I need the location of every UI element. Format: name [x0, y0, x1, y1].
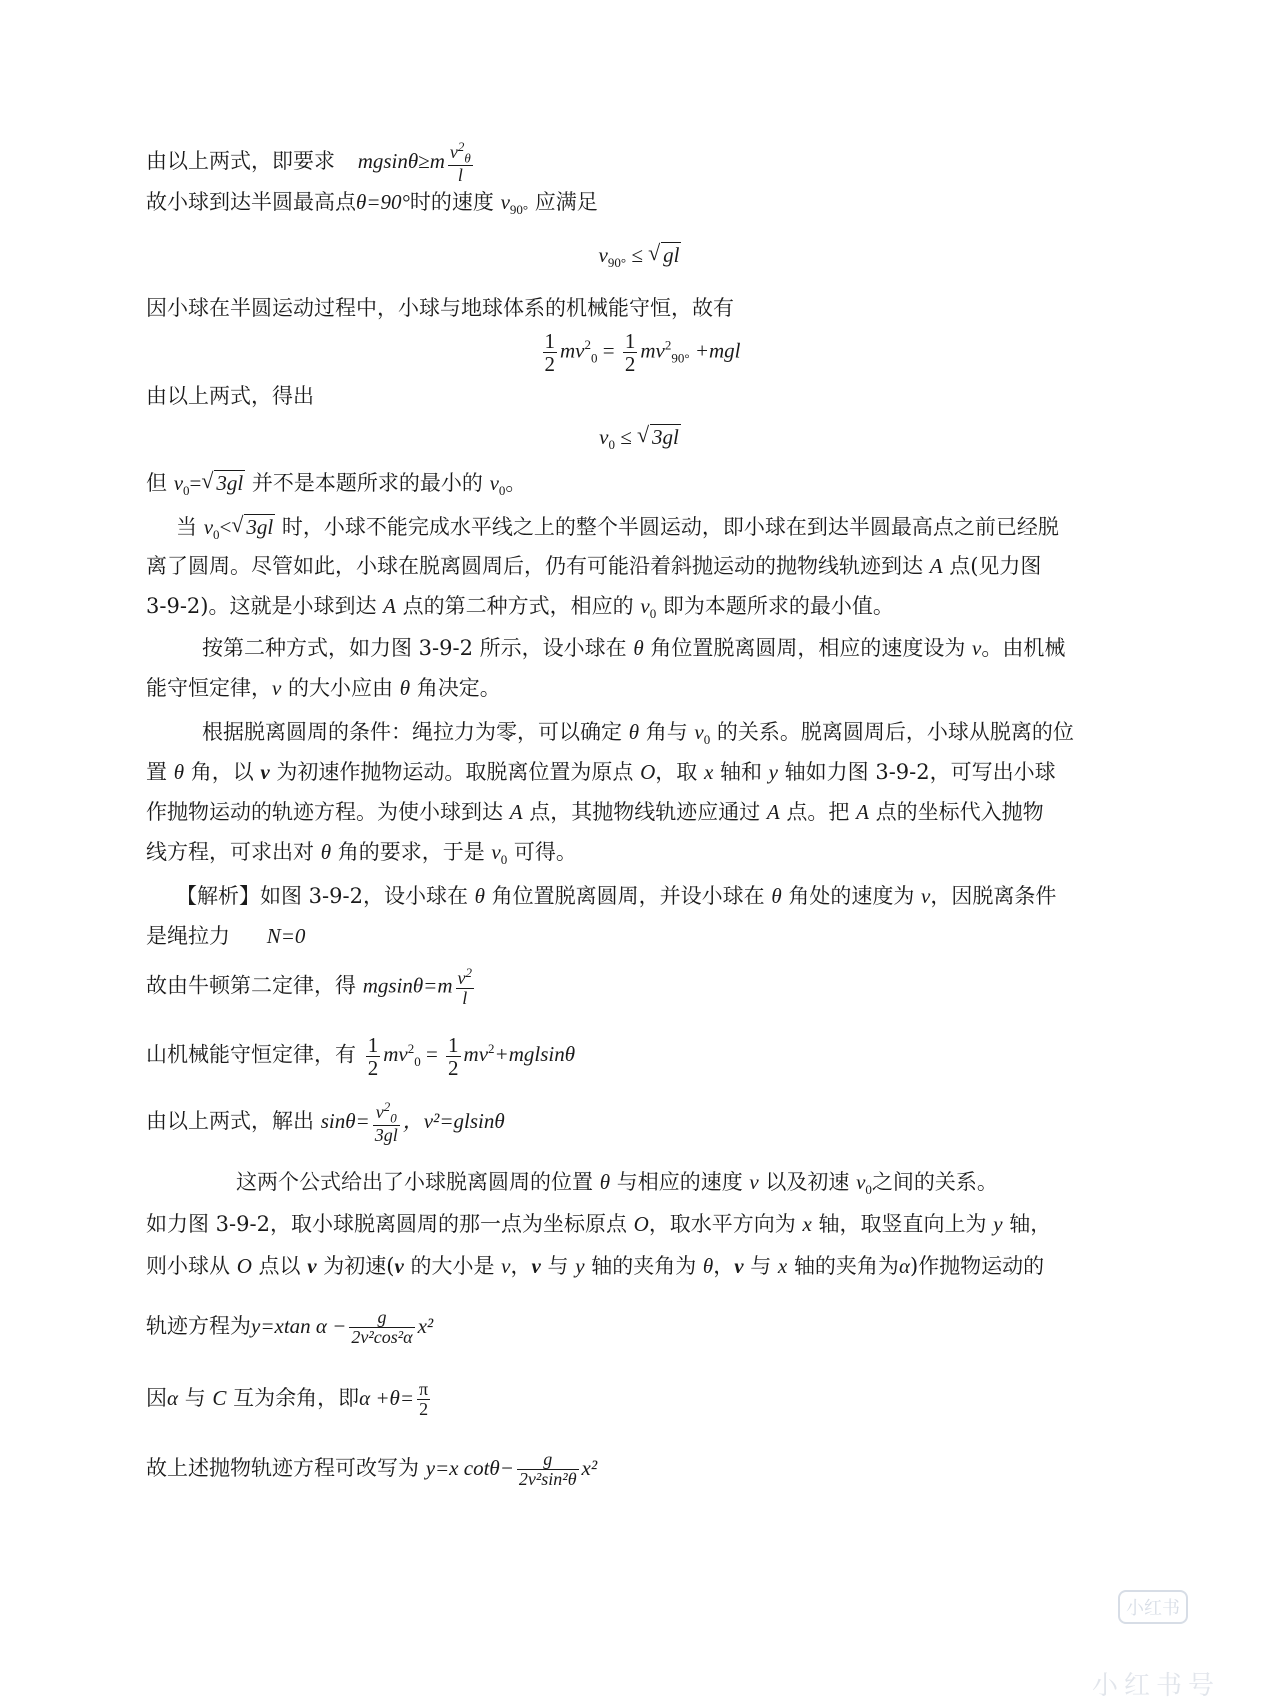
text: 以及初速 — [765, 1170, 850, 1194]
math: θ — [474, 884, 485, 908]
math: v — [394, 1254, 404, 1278]
numerator: π — [419, 1379, 429, 1399]
numerator: g — [517, 1450, 579, 1470]
text: 角，以 — [190, 760, 254, 784]
text: 轴的夹角为 — [793, 1254, 899, 1278]
fraction — [417, 1380, 430, 1419]
text: 轨迹方程为 — [146, 1313, 251, 1338]
superscript: 2 — [584, 337, 592, 353]
math: θ — [633, 636, 644, 660]
text: 由以上两式，得出 — [146, 384, 314, 408]
text-line — [146, 966, 477, 1008]
text: 这两个公式给出了小球脱离圆周的位置 — [236, 1170, 593, 1194]
text: 点(见力图 — [949, 554, 1042, 578]
math: x — [703, 760, 714, 784]
math: θ — [399, 676, 411, 700]
numerator: v — [457, 968, 466, 988]
text: 时，小球不能完成水平线之上的整个半圆运动，即小球在到达半圆最高点之前已经脱 — [281, 515, 1059, 539]
text: 线方程，可求出对 — [146, 840, 314, 864]
math: +mglsinθ — [494, 1042, 576, 1067]
math: x² — [417, 1313, 434, 1338]
text-line — [146, 554, 1041, 579]
subscript: 0 — [608, 437, 615, 453]
math: v — [749, 1170, 759, 1194]
sqrt — [637, 424, 681, 450]
text-line — [146, 384, 314, 409]
equation: ，v²=glsinθ — [402, 1109, 505, 1134]
text-line — [146, 760, 1056, 785]
subscript: 0 — [498, 483, 506, 499]
text: 角位置脱离圆周，相应的速度设为 — [650, 636, 966, 660]
text: 3-9-2)。这就是小球到达 — [146, 594, 377, 618]
radicand: 3gl — [246, 515, 274, 539]
math: θ — [702, 1254, 714, 1278]
subscript: 0 — [703, 732, 711, 748]
text: ，因脱离条件 — [930, 884, 1057, 908]
subscript: 0 — [500, 852, 508, 868]
math: O — [640, 760, 656, 784]
math: θ — [628, 720, 640, 744]
denominator: 2 — [448, 1056, 459, 1081]
math: v — [598, 243, 608, 267]
text: 的大小应由 — [288, 676, 394, 700]
math: v — [734, 1254, 744, 1278]
text: 由以上两式，即要求 — [146, 149, 335, 174]
text-line — [176, 884, 1056, 909]
text-line — [236, 1170, 998, 1198]
denominator: 2v²cos²α — [351, 1326, 413, 1347]
text: 轴和 — [719, 760, 762, 784]
text: 则小球从 — [146, 1254, 230, 1278]
subscript: 90° — [671, 350, 690, 366]
text: 轴，取竖直向上为 — [818, 1212, 987, 1236]
text: 由以上两式，解出 — [146, 1109, 314, 1134]
numerator: 1 — [367, 1033, 379, 1057]
text: 时的速度 — [409, 190, 494, 214]
math: O — [633, 1212, 649, 1236]
equation: sinθ= — [320, 1109, 370, 1134]
text-line — [146, 140, 476, 185]
equation — [363, 1033, 576, 1081]
text: 轴的夹角为 — [591, 1254, 697, 1278]
equation: mgsinθ=m — [362, 973, 453, 998]
text: 应满足 — [534, 190, 598, 214]
superscript: 2 — [465, 965, 473, 980]
math: v — [203, 515, 214, 539]
denominator: 2 — [624, 352, 636, 377]
denominator: 2 — [367, 1056, 379, 1081]
sqrt — [231, 514, 275, 540]
text: 角与 — [645, 720, 688, 744]
numerator: 1 — [624, 329, 636, 353]
math: v — [491, 840, 501, 864]
math: < — [219, 515, 232, 539]
math: O — [236, 1254, 252, 1278]
radicand: 3gl — [216, 471, 244, 495]
text: 是绳拉力 — [146, 924, 230, 948]
text-line — [146, 676, 501, 701]
radicand: gl — [663, 243, 680, 267]
watermark-logo: 小红书 — [1118, 1590, 1188, 1624]
text: 但 — [146, 471, 167, 495]
text: 角决定。 — [416, 676, 501, 700]
text: 并不是本题所求的最小的 — [251, 471, 483, 495]
math: mv — [383, 1042, 408, 1067]
math: v — [640, 594, 650, 618]
math: v — [599, 425, 609, 449]
text: 离了圆周。尽管如此，小球在脱离圆周后，仍有可能沿着斜抛运动的抛物线轨迹到达 — [146, 554, 923, 578]
math: ≤ — [620, 425, 632, 449]
text: 与 — [184, 1385, 206, 1410]
text-line — [146, 924, 305, 949]
fraction — [349, 1308, 414, 1347]
text: 与相应的速度 — [616, 1170, 743, 1194]
text: 。由机械 — [981, 636, 1066, 660]
denominator: l — [462, 987, 468, 1008]
text: 当 — [176, 515, 197, 539]
subscript: 90° — [607, 255, 627, 271]
math: mv — [640, 338, 665, 363]
numerator: 1 — [448, 1033, 459, 1057]
superscript: 2 — [383, 1099, 391, 1114]
text: 点的坐标代入抛物 — [875, 800, 1044, 824]
subscript: 0 — [213, 527, 220, 543]
text-line — [146, 800, 1044, 825]
math: v — [173, 471, 184, 495]
subscript: 0 — [390, 1110, 397, 1126]
numerator: g — [349, 1308, 414, 1328]
text: )作抛物运动的 — [909, 1254, 1045, 1278]
text-line — [146, 1450, 597, 1489]
math: v — [694, 720, 704, 744]
math: = — [602, 338, 615, 363]
text: 点的第二种方式，相应的 — [402, 594, 634, 618]
math: v — [501, 1254, 511, 1278]
text-line — [202, 720, 1074, 748]
denominator: 2 — [419, 1398, 429, 1419]
text: 点。把 — [786, 800, 850, 824]
math: C — [212, 1385, 227, 1410]
text: 与 — [547, 1254, 569, 1278]
text: 【解析】如图 3-9-2，设小球在 — [176, 884, 468, 908]
text-line — [146, 594, 894, 622]
math: mv — [463, 1042, 489, 1067]
math: N=0 — [266, 924, 306, 948]
math: mv — [560, 338, 585, 363]
text: 。 — [505, 471, 527, 495]
subscript: 0 — [649, 606, 657, 622]
text: 可得。 — [513, 840, 577, 864]
math: A — [929, 554, 943, 578]
text: 点，其抛物线轨迹应通过 — [529, 800, 761, 824]
text-line — [146, 1034, 575, 1079]
text-line — [146, 1212, 1051, 1237]
text-line — [176, 514, 1059, 543]
equation: y=xtan α − — [251, 1313, 347, 1338]
text: 为初速( — [323, 1254, 395, 1278]
sqrt — [201, 470, 245, 496]
math: θ — [173, 760, 185, 784]
text: 互为余角，即 — [233, 1385, 360, 1410]
text: 之间的关系。 — [871, 1170, 998, 1194]
text-line — [202, 636, 1065, 661]
math: y — [575, 1254, 585, 1278]
math: v — [921, 884, 931, 908]
text: 故由牛顿第二定律，得 — [146, 973, 356, 998]
text-line — [146, 1100, 505, 1145]
denominator: l — [457, 165, 463, 186]
subscript: 0 — [865, 1182, 872, 1198]
text: 根据脱离圆周的条件：绳拉力为零，可以确定 — [202, 720, 622, 744]
math: A — [856, 800, 869, 824]
math: v — [272, 676, 282, 700]
text-line — [146, 470, 526, 499]
fraction — [446, 1034, 461, 1079]
text-line — [146, 1308, 433, 1347]
math: θ — [320, 840, 332, 864]
math: x — [802, 1212, 812, 1236]
text: ，取水平方向为 — [648, 1212, 796, 1236]
fraction — [517, 1450, 579, 1489]
text: 能守恒定律， — [146, 676, 272, 700]
math: x² — [581, 1455, 598, 1480]
numerator: 1 — [544, 329, 556, 353]
fraction — [623, 330, 638, 375]
denominator: 3gl — [374, 1125, 398, 1146]
math: = — [189, 471, 202, 495]
math: v — [500, 190, 510, 214]
superscript: 2 — [407, 1041, 415, 1057]
sqrt — [648, 242, 681, 268]
fraction — [543, 330, 558, 375]
text: 轴如力图 3-9-2，可写出小球 — [784, 760, 1056, 784]
text: 因 — [146, 1385, 167, 1410]
subscript: 0 — [414, 1054, 421, 1070]
text: 角位置脱离圆周，并设小球在 — [491, 884, 765, 908]
math: A — [766, 800, 780, 824]
text-line — [146, 190, 598, 218]
equation: mgsinθ≥m — [357, 149, 445, 174]
watermark-id: 小红书号 — [1091, 1671, 1220, 1701]
equation: α +θ= — [359, 1385, 415, 1410]
math: θ — [771, 884, 782, 908]
fraction — [456, 966, 475, 1008]
subscript: 0 — [591, 350, 598, 366]
text-line — [146, 296, 734, 321]
denominator: 2v²sin²θ — [518, 1468, 577, 1489]
display-equation — [0, 330, 1280, 375]
text: 角处的速度为 — [788, 884, 915, 908]
fraction — [448, 140, 473, 185]
text: 因小球在半圆运动过程中，小球与地球体系的机械能守恒，故有 — [146, 296, 734, 320]
display-equation — [0, 424, 1280, 453]
text: 故小球到达半圆最高点 — [146, 190, 356, 214]
math: = — [425, 1042, 438, 1067]
denominator: 2 — [544, 352, 556, 377]
text: 故上述抛物轨迹方程可改写为 — [146, 1455, 419, 1480]
text-line — [146, 840, 577, 868]
display-equation — [0, 242, 1280, 271]
superscript: 2 — [457, 139, 465, 154]
numerator: v — [375, 1102, 384, 1122]
text: 的大小是 — [410, 1254, 495, 1278]
text-line — [146, 1254, 1044, 1279]
text: 为初速作抛物运动。取脱离位置为原点 — [276, 760, 634, 784]
math: y — [768, 760, 778, 784]
text: 山机械能守恒定律，有 — [146, 1042, 356, 1067]
radicand: 3gl — [652, 425, 679, 449]
math: ≤ — [631, 243, 643, 267]
math: v — [531, 1254, 541, 1278]
superscript: 2 — [664, 337, 672, 353]
text: 如力图 3-9-2，取小球脱离圆周的那一点为坐标原点 — [146, 1212, 627, 1236]
math: A — [383, 594, 396, 618]
text: 角的要求，于是 — [337, 840, 485, 864]
text: ， — [510, 1254, 532, 1278]
math: θ=90° — [356, 190, 410, 214]
fraction — [366, 1034, 381, 1079]
math: α — [898, 1254, 910, 1278]
math: v — [307, 1254, 317, 1278]
math: A — [509, 800, 523, 824]
subscript: 90° — [509, 202, 529, 218]
text: ， — [713, 1254, 735, 1278]
text: 按第二种方式，如力图 3-9-2 所示，设小球在 — [202, 636, 627, 660]
math: v — [856, 1170, 866, 1194]
math: θ — [599, 1170, 611, 1194]
text: 置 — [146, 760, 167, 784]
math: v — [972, 636, 982, 660]
math: x — [777, 1254, 788, 1278]
equation: y=x cotθ− — [425, 1455, 514, 1480]
numerator: v — [449, 142, 458, 162]
math: +mgl — [694, 338, 741, 363]
math: v — [489, 471, 499, 495]
subscript: 0 — [183, 483, 190, 499]
superscript: 2 — [488, 1041, 495, 1057]
math: v — [260, 760, 270, 784]
text: 作抛物运动的轨迹方程。为使小球到达 — [146, 800, 503, 824]
text: 点以 — [258, 1254, 301, 1278]
math: y — [993, 1212, 1003, 1236]
subscript: θ — [464, 150, 471, 166]
text: ，取 — [655, 760, 698, 784]
text: 轴， — [1009, 1212, 1052, 1236]
math: α — [167, 1385, 179, 1410]
text: 与 — [750, 1254, 772, 1278]
text: 的关系。脱离圆周后，小球从脱离的位 — [716, 720, 1074, 744]
text-line — [146, 1380, 433, 1419]
text: 即为本题所求的最小值。 — [662, 594, 894, 618]
fraction — [373, 1100, 400, 1145]
